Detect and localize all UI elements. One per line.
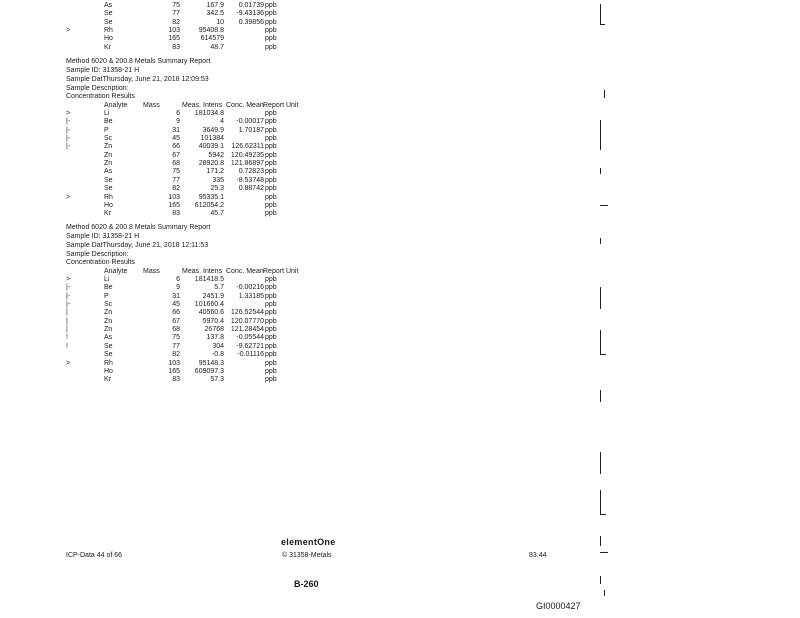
intensity-cell: 95148.3 [198,359,224,367]
unit-cell: ppb [265,160,277,168]
unit-cell: ppb [265,284,277,292]
row-flag: | [66,326,68,334]
mass-cell: 77 [172,10,180,18]
analyte-cell: As [104,334,113,342]
mass-cell: 82 [172,18,180,26]
sample-date: Sample DatThursday, June 21, 2018 12:09:53 [66,76,209,83]
footer-center-text: © 31358-Metals [282,552,332,559]
analyte-cell: Ho [104,201,113,209]
intensity-cell: 304 [212,342,224,350]
mass-cell: 77 [172,342,180,350]
mass-cell: 66 [172,143,180,151]
header-analyte: Analyte [104,102,128,109]
row-flag: > [66,359,71,367]
analyte-cell: P [104,126,109,134]
mass-cell: 165 [168,201,180,209]
row-flag: |- [66,301,71,309]
table-row [0,168,420,176]
header-mass: Mass [143,268,160,275]
mass-cell: 82 [172,351,180,359]
mass-cell: 45 [172,135,180,143]
analyte-cell: As [104,168,113,176]
intensity-cell: 335 [212,176,224,184]
unit-cell: ppb [265,376,277,384]
mass-cell: 103 [168,26,180,34]
intensity-cell: 40560.6 [198,309,224,317]
analyte-cell: Zn [104,326,113,334]
mass-cell: 75 [172,2,180,9]
intensity-cell: 5.7 [214,284,224,292]
table-row [0,210,420,218]
header-intensity: Meas. Intens [182,102,223,109]
mass-cell: 77 [172,176,180,184]
conc-cell: -9.43136 [236,10,264,18]
mass-cell: 67 [172,151,180,159]
conc-cell: 0.39856 [238,18,264,26]
unit-cell: ppb [265,367,277,375]
header-conc: Conc. Mean [226,268,264,275]
table-row [0,118,420,126]
conc-cell: -9.62721 [236,342,264,350]
mass-cell: 9 [176,284,180,292]
unit-cell: ppb [265,351,277,359]
document-id: GI0000427 [536,601,581,611]
intensity-cell: -0.8 [211,351,224,359]
conc-cell: -8.53748 [236,176,264,184]
intensity-cell: 167.9 [206,2,224,9]
table-row [0,2,420,10]
table-row [0,160,420,168]
header-analyte: Analyte [104,268,128,275]
unit-cell: ppb [265,118,277,126]
analyte-cell: As [104,2,113,9]
table-header [0,102,420,110]
mass-cell: 75 [172,334,180,342]
unit-cell: ppb [265,2,277,9]
intensity-cell: 137.8 [206,334,224,342]
table-row [0,27,420,35]
mass-cell: 31 [172,126,180,134]
analyte-cell: Li [104,110,110,117]
table-row [0,194,420,202]
intensity-cell: 612054.2 [194,201,224,209]
header-intensity: Meas. Intens [182,268,223,275]
unit-cell: ppb [265,342,277,350]
mass-cell: 68 [172,326,180,334]
table-row [0,185,420,193]
unit-cell: ppb [265,176,277,184]
intensity-cell: 48.7 [210,43,224,51]
unit-cell: ppb [265,26,277,34]
row-flag: |- [66,292,71,300]
mass-cell: 9 [176,118,180,126]
table-row [0,301,420,309]
unit-cell: ppb [265,210,277,218]
table-row [0,368,420,376]
analyte-cell: Be [104,284,113,292]
conc-cell: -0.05544 [236,334,264,342]
mass-cell: 45 [172,301,180,309]
mass-cell: 83 [172,43,180,51]
intensity-cell: 101384 [200,135,224,143]
row-flag: |- [66,126,71,134]
sample-id: Sample ID: 31358-21 H [66,67,140,74]
table-row [0,318,420,326]
intensity-cell: 5942 [208,151,224,159]
row-flag: > [66,193,71,201]
analyte-cell: Rh [104,26,113,34]
element-one-logo: elementOne [281,537,336,547]
unit-cell: ppb [265,276,277,283]
intensity-cell: 614579 [200,35,224,43]
unit-cell: ppb [265,10,277,18]
mass-cell: 103 [168,359,180,367]
conc-cell: 121.86897 [230,160,264,168]
table-row [0,202,420,210]
table-row [0,19,420,27]
conc-cell: 0.72823 [238,168,264,176]
mass-cell: 75 [172,168,180,176]
intensity-cell: 171.2 [206,168,224,176]
analyte-cell: Se [104,342,113,350]
conc-cell: 1.70187 [238,126,264,134]
unit-cell: ppb [265,334,277,342]
mass-cell: 6 [176,110,180,117]
conc-cell: 120.49235 [230,151,264,159]
conc-cell: 121.28454 [230,326,264,334]
intensity-cell: 57.3 [210,376,224,384]
table-row [0,351,420,359]
intensity-cell: 5970.4 [202,317,224,325]
mass-cell: 82 [172,185,180,193]
unit-cell: ppb [265,201,277,209]
unit-cell: ppb [265,151,277,159]
concentration-results-label: Concentration Results [66,259,135,266]
unit-cell: ppb [265,143,277,151]
sample-description: Sample Description: [66,85,129,92]
intensity-cell: 609097.3 [194,367,224,375]
conc-cell: 120.07770 [230,317,264,325]
table-header [0,268,420,276]
unit-cell: ppb [265,135,277,143]
intensity-cell: 28920.8 [198,160,224,168]
table-row [0,35,420,43]
row-flag: > [66,26,71,34]
intensity-cell: 342.5 [206,10,224,18]
analyte-cell: Zn [104,143,113,151]
table-row [0,177,420,185]
row-flag: > [66,276,71,283]
analyte-cell: Rh [104,359,113,367]
row-flag: |- [66,118,71,126]
table-row [0,135,420,143]
analyte-cell: Zn [104,151,113,159]
mass-cell: 68 [172,160,180,168]
concentration-results-label: Concentration Results [66,93,135,100]
analyte-cell: Se [104,176,113,184]
table-row [0,309,420,317]
analyte-cell: P [104,292,109,300]
mass-cell: 83 [172,376,180,384]
method-title: Method 6020 & 200.8 Metals Summary Report [66,58,211,65]
intensity-cell: 25.3 [210,185,224,193]
intensity-cell: 40039.1 [198,143,224,151]
analyte-cell: Se [104,10,113,18]
unit-cell: ppb [265,110,277,117]
mass-cell: 165 [168,367,180,375]
mass-cell: 31 [172,292,180,300]
row-flag: > [66,110,71,117]
row-flag: |- [66,143,71,151]
analyte-cell: Sc [104,301,113,309]
mass-cell: 67 [172,317,180,325]
table-row [0,127,420,135]
analyte-cell: Ho [104,35,113,43]
mass-cell: 66 [172,309,180,317]
method-title: Method 6020 & 200.8 Metals Summary Report [66,224,211,231]
mass-cell: 103 [168,193,180,201]
unit-cell: ppb [265,168,277,176]
table-row [0,44,420,52]
analyte-cell: Sc [104,135,113,143]
header-unit: Report Unit [263,268,299,275]
analyte-cell: Kr [104,376,111,384]
table-row [0,326,420,334]
page-number: B-260 [294,579,319,589]
intensity-cell: 10 [216,18,224,26]
unit-cell: ppb [265,43,277,51]
intensity-cell: 2451.9 [202,292,224,300]
analyte-cell: Rh [104,193,113,201]
table-row [0,293,420,301]
row-flag: | [66,317,68,325]
analyte-cell: Zn [104,160,113,168]
analyte-cell: Kr [104,43,111,51]
sample-description: Sample Description: [66,251,129,258]
intensity-cell: 95408.8 [198,26,224,34]
intensity-cell: 181418.5 [194,276,224,283]
row-flag: |- [66,284,71,292]
conc-cell: 126.52544 [230,309,264,317]
table-row [0,276,420,284]
table-row [0,10,420,18]
analyte-cell: Ho [104,367,113,375]
unit-cell: ppb [265,185,277,193]
intensity-cell: 95335.1 [198,193,224,201]
intensity-cell: 4 [220,118,224,126]
intensity-cell: 3649.9 [202,126,224,134]
intensity-cell: 181034.8 [194,110,224,117]
footer-left-text: ICP-Data 44 of 66 [66,552,123,559]
analyte-cell: Kr [104,210,111,218]
intensity-cell: 101660.4 [194,301,224,309]
analyte-cell: Se [104,185,113,193]
mass-cell: 6 [176,276,180,283]
row-flag: ! [66,334,68,342]
table-row [0,110,420,118]
mass-cell: 165 [168,35,180,43]
conc-cell: 0.01739 [238,2,264,9]
intensity-cell: 45.7 [210,210,224,218]
conc-cell: -0.01116 [237,351,264,359]
table-row [0,284,420,292]
unit-cell: ppb [265,301,277,309]
header-conc: Conc. Mean [226,102,264,109]
analyte-cell: Zn [104,317,113,325]
unit-cell: ppb [265,35,277,43]
unit-cell: ppb [265,309,277,317]
unit-cell: ppb [265,317,277,325]
row-flag: | [66,309,68,317]
table-row [0,360,420,368]
table-row [0,143,420,151]
header-unit: Report Unit [263,102,299,109]
analyte-cell: Be [104,118,113,126]
unit-cell: ppb [265,193,277,201]
unit-cell: ppb [265,292,277,300]
sample-date: Sample DatThursday, June 21, 2018 12:11:53 [66,242,209,249]
analyte-cell: Li [104,276,110,283]
sample-id: Sample ID: 31358-21 H [66,233,140,240]
row-flag: |- [66,135,71,143]
header-mass: Mass [143,102,160,109]
analyte-cell: Se [104,351,113,359]
table-row [0,152,420,160]
analyte-cell: Se [104,18,113,26]
conc-cell: 1.33185 [238,292,264,300]
table-row [0,343,420,351]
intensity-cell: 26768 [204,326,224,334]
conc-cell: -0.00216 [236,284,264,292]
unit-cell: ppb [265,326,277,334]
unit-cell: ppb [265,126,277,134]
unit-cell: ppb [265,18,277,26]
conc-cell: 0.88742 [238,185,264,193]
unit-cell: ppb [265,359,277,367]
analyte-cell: Zn [104,309,113,317]
mass-cell: 83 [172,210,180,218]
conc-cell: 126.62311 [231,143,264,151]
table-row [0,334,420,342]
row-flag: ! [66,342,68,350]
footer-right-text: 83.44 [529,552,547,559]
table-row [0,376,420,384]
conc-cell: -0.00017 [236,118,264,126]
